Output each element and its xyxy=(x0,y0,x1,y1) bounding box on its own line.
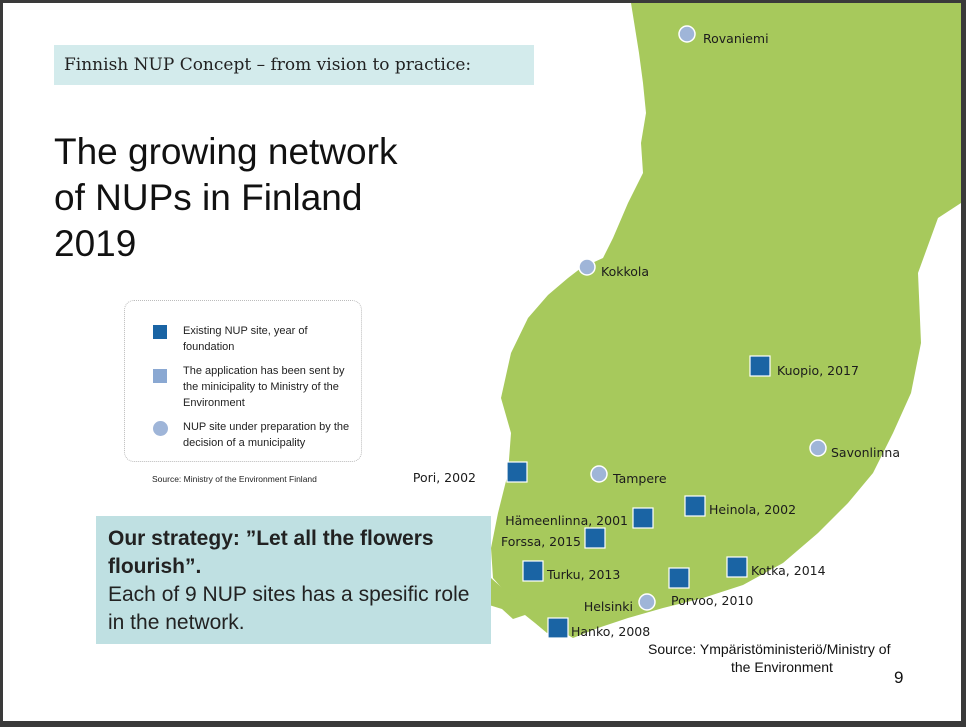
prep-site-marker-kokkola xyxy=(579,259,595,275)
site-label-kotka: Kotka, 2014 xyxy=(751,563,826,578)
title-line-2: of NUPs in Finland xyxy=(54,177,363,218)
title-line-1: The growing network xyxy=(54,131,398,172)
legend-text-application: The application has been sent by the minicipality to Ministry of the Environment xyxy=(183,365,345,409)
circle-icon xyxy=(153,421,168,436)
site-label-rovaniemi: Rovaniemi xyxy=(703,31,769,46)
site-label-helsinki: Helsinki xyxy=(583,599,633,614)
slide-kicker: Finnish NUP Concept – from vision to practice: xyxy=(54,45,534,85)
site-label-savonlinna: Savonlinna xyxy=(831,445,901,460)
legend-source: Source: Ministry of the Environment Finland xyxy=(152,474,317,484)
page-number: 9 xyxy=(894,668,904,687)
existing-site-marker-forssa xyxy=(585,528,605,548)
prep-site-marker-savonlinna xyxy=(810,440,826,456)
page-title xyxy=(54,129,474,267)
strategy-box xyxy=(96,516,491,644)
existing-site-marker-porvoo xyxy=(669,568,689,588)
site-label-tampere: Tampere xyxy=(613,471,667,486)
site-label-kokkola: Kokkola xyxy=(601,264,650,279)
site-label-hanko: Hanko, 2008 xyxy=(571,624,651,639)
image-source xyxy=(648,640,928,676)
light-square-icon xyxy=(153,369,167,383)
strategy-text: Each of 9 NUP sites has a spesific role in the network. xyxy=(108,583,470,634)
existing-site-marker-kotka xyxy=(727,557,747,577)
site-label-kuopio: Kuopio, 2017 xyxy=(777,363,859,378)
prep-site-marker-tampere xyxy=(591,466,607,482)
strategy-heading: Our strategy: ”Let all the flowers flourish”. xyxy=(108,527,434,578)
site-label-heinola: Heinola, 2002 xyxy=(709,502,797,517)
prep-site-marker-rovaniemi xyxy=(679,26,695,42)
dark-square-icon xyxy=(153,325,167,339)
existing-site-marker-kuopio xyxy=(750,356,770,376)
site-label-forssa: Forssa, 2015 xyxy=(501,534,581,549)
prep-site-marker-helsinki xyxy=(639,594,655,610)
existing-site-marker-heinola xyxy=(685,496,705,516)
source-line-2: the Environment xyxy=(731,659,833,675)
site-label-pori: Pori, 2002 xyxy=(412,470,476,485)
site-label-porvoo: Porvoo, 2010 xyxy=(671,593,754,608)
title-line-3: 2019 xyxy=(54,223,137,264)
existing-site-marker-hameenlinna xyxy=(633,508,653,528)
legend-text-preparation: NUP site under preparation by the decision of a municipality xyxy=(183,421,350,449)
existing-site-marker-turku xyxy=(523,561,543,581)
legend-text-existing: Existing NUP site, year of foundation xyxy=(183,325,308,353)
existing-site-marker-hanko xyxy=(548,618,568,638)
map-legend xyxy=(124,300,362,462)
source-line-1: Source: Ympäristöministeriö/Ministry of xyxy=(648,641,891,657)
site-label-turku: Turku, 2013 xyxy=(547,567,621,582)
slide xyxy=(3,3,961,721)
site-label-hameenlinna: Hämeenlinna, 2001 xyxy=(505,513,628,528)
existing-site-marker-pori xyxy=(507,462,527,482)
